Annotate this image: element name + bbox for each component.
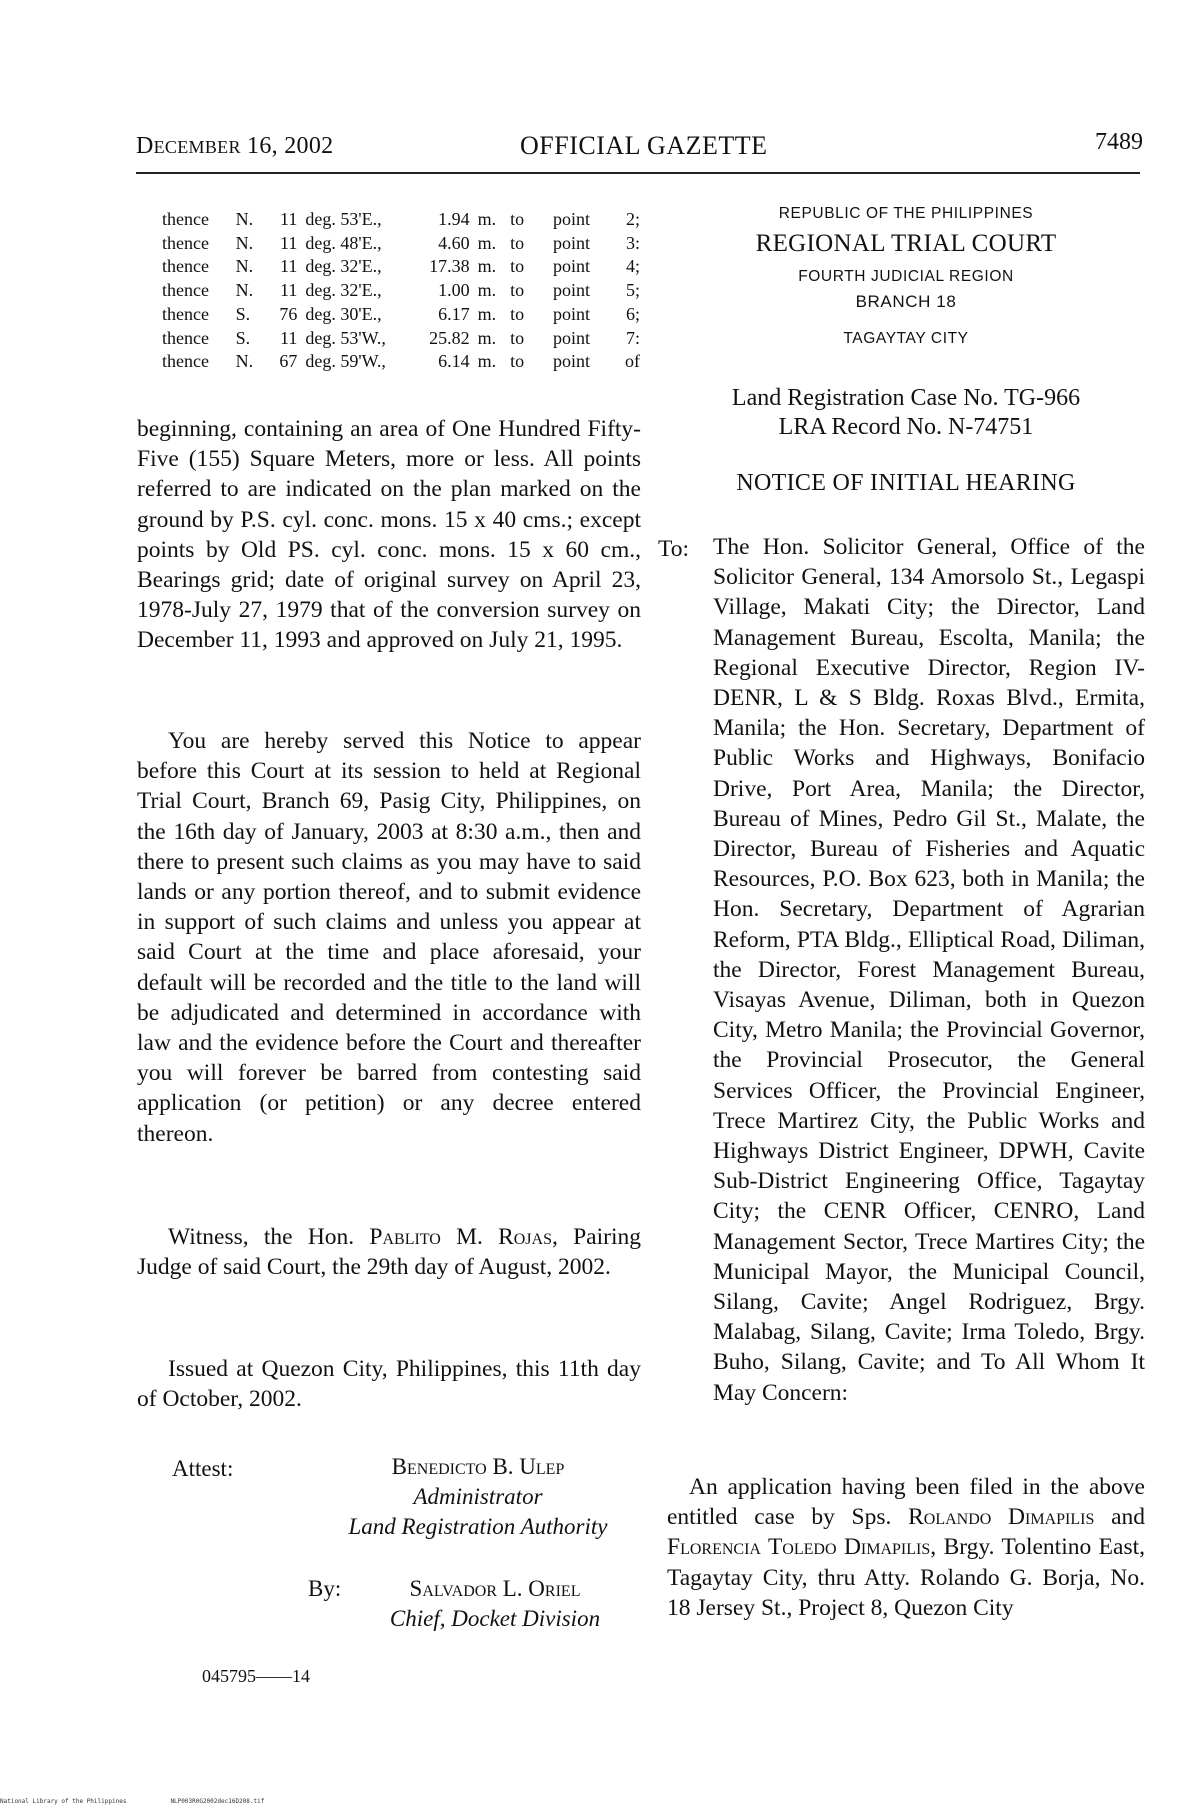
notice-title: NOTICE OF INITIAL HEARING [736, 470, 1076, 496]
bearing-cell: point [553, 232, 591, 253]
bearing-cell [478, 279, 553, 303]
bearing-to: to [510, 351, 525, 372]
bearing-cell [478, 232, 553, 256]
bearing-row [162, 303, 640, 327]
bearing-cell: 11 [280, 327, 298, 348]
issue-date-day-year: 16, 2002 [240, 133, 334, 159]
bearing-cell: N. [235, 351, 254, 372]
bearing-unit: m. [477, 256, 497, 277]
bearing-row [162, 208, 640, 232]
bearing-cell: 67 [279, 351, 298, 372]
bearing-cell: 25.82 [429, 327, 470, 348]
applicant-name-2: Florencia Toledo Dimapilis [667, 1534, 931, 1561]
bearing-cell: thence [162, 303, 209, 324]
application-paragraph [667, 1472, 1145, 1623]
bearing-cell: 4.60 [438, 232, 470, 253]
bearing-cell: point [553, 209, 591, 229]
footer-library: National Library of the Philippines [0, 1798, 127, 1805]
bearing-to: to [510, 209, 525, 229]
witness-text-a: Witness, the Hon. [168, 1224, 370, 1250]
scan-footer [0, 1798, 308, 1805]
bearings-table-body [162, 208, 640, 374]
bearing-cell [478, 303, 553, 327]
bearing-cell: 4; [625, 256, 640, 277]
bearing-unit: m. [477, 280, 497, 301]
signatory-administrator [313, 1452, 643, 1542]
signatory-administrator-org: Land Registration Authority [348, 1514, 608, 1539]
bearing-row [162, 279, 640, 303]
bearing-unit: m. [477, 303, 497, 324]
bearing-cell: thence [162, 351, 209, 372]
issue-date [136, 132, 333, 161]
issue-date-initial: D [136, 133, 154, 159]
bearing-cell [478, 350, 553, 374]
application-text-b: and [1094, 1504, 1146, 1531]
court-name: REGIONAL TRIAL COURT [755, 230, 1057, 257]
bearing-cell: of [625, 351, 640, 372]
witness-judge-name: Pablito M. Rojas [369, 1224, 552, 1250]
court-branch: BRANCH 18 [855, 292, 957, 311]
bearing-cell: N. [235, 209, 254, 229]
bearing-cell: point [553, 280, 591, 301]
bearing-cell: thence [162, 280, 209, 301]
bearing-unit: m. [477, 327, 497, 348]
signatory-docket-chief [330, 1574, 660, 1634]
bearing-cell [478, 208, 553, 232]
page-number: 7489 [1095, 129, 1143, 155]
bearing-cell: thence [162, 256, 209, 277]
bearing-cell: point [553, 256, 591, 277]
bearing-cell: thence [162, 209, 209, 229]
case-number: Land Registration Case No. TG-966 [731, 385, 1081, 411]
bearing-cell: 1.94 [438, 209, 470, 229]
bearing-cell [478, 327, 553, 351]
bearing-cell: N. [235, 280, 254, 301]
bearing-to: to [510, 303, 525, 324]
bearing-cell: thence [162, 232, 209, 253]
attest-label: Attest: [172, 1456, 234, 1481]
bearing-cell: 11 [280, 280, 298, 301]
bearing-cell: point [553, 351, 591, 372]
issue-date-month: ECEMBER [153, 137, 241, 157]
lra-record-number: LRA Record No. N-74751 [778, 414, 1034, 440]
bearing-cell: 6.17 [438, 303, 470, 324]
bearing-row [162, 255, 640, 279]
bearing-to: to [510, 232, 525, 253]
bearing-row [162, 327, 640, 351]
footer-file: NLP003R0G2002dec16D208.tif [170, 1798, 265, 1805]
bearing-cell: S. [235, 303, 251, 324]
signatory-administrator-name: Benedicto B. Ulep [391, 1454, 565, 1479]
bearing-cell: 17.38 [429, 256, 470, 277]
bearing-cell: 11 [280, 209, 298, 229]
bearing-row [162, 350, 640, 374]
bearing-cell: deg. 53'W., [305, 327, 386, 348]
notice-served-paragraph: You are hereby served this Notice to appear before this Court at its session to held at Regional Trial Court, Branch 69, Pasig City, Philippines, on the 16th day of January, 2003 at 8:30 a.m., then and there to present such claims as you may have to said lands or any portion thereof, and to submit evidence in support of such claims and unless you appear at said Court at the time and place aforesaid, your default will be recorded and the title to the land will be adjudicated and determined in accordance with law and the evidence before the Court and thereafter you will forever be barred from contesting said application (or petition) or any decree entered thereon. [137, 728, 641, 1147]
bearing-cell: N. [235, 232, 254, 253]
bearing-cell: point [553, 303, 591, 324]
bearing-cell: 7: [625, 327, 640, 348]
bearing-cell: S. [235, 327, 251, 348]
serial-number: 045795——14 [202, 1666, 310, 1686]
bearing-unit: m. [477, 232, 497, 253]
bearing-cell [478, 255, 553, 279]
bearing-to: to [510, 327, 525, 348]
bearing-cell: 3: [625, 232, 640, 253]
addressees-paragraph: The Hon. Solicitor General, Office of the Solicitor General, 134 Amorsolo St., Legaspi Village, Makati City; the Director, Land Management Bureau, Escolta, Manila; the Regional Executive Director, Region IV-DENR, L & S Bldg. Roxas Blvd., Ermita, Manila; the Hon. Secretary, Department of Public Works and Highways, Bonifacio Drive, Port Area, Manila; the Director, Bureau of Mines, Pedro Gil St., Malate, the Director, Bureau of Fisheries and Aquatic Resources, P.O. Box 623, both in Manila; the Hon. Secretary, Department of Agrarian Reform, PTA Bldg., Elliptical Road, Diliman, the Director, Forest Management Bureau, Visayas Avenue, Diliman, both in Quezon City, Metro Manila; the Provincial Governor, the Provincial Prosecutor, the General Services Officer, the Provincial Engineer, Trece Martirez City, the Public Works and Highways District Engineer, DPWH, Cavite Sub-District Engineering Office, Tagaytay City; the CENR Officer, CENRO, Land Management Sector, Trece Martires City; the Municipal Mayor, the Municipal Council, Silang, Cavite; Angel Rodriguez, Brgy. Malabag, Silang, Cavite; Irma Toledo, Brgy. Buho, Silang, Cavite; and To All Whom It May Concern: [713, 534, 1145, 1406]
application-text-a: An application having been filed in the above entitled case by Sps. [667, 1474, 1145, 1531]
court-republic-line: REPUBLIC OF THE PHILIPPINES [778, 205, 1034, 222]
application-text-c: , Brgy. Tolentino East, Tagaytay City, thru Atty. Rolando G. Borja, No. 18 Jersey St., Project 8, Quezon City [667, 1534, 1145, 1621]
court-region: FOURTH JUDICIAL REGION [798, 268, 1014, 285]
bearing-cell: deg. 59'W., [305, 351, 386, 372]
bearing-unit: m. [477, 351, 497, 372]
bearing-cell: point [553, 327, 591, 348]
bearings-table [162, 208, 640, 374]
bearing-cell: N. [235, 256, 254, 277]
bearing-cell: 6.14 [438, 351, 470, 372]
signatory-docket-chief-title: Chief, Docket Division [389, 1606, 601, 1631]
bearing-cell: 2; [625, 209, 640, 229]
bearing-cell: 6; [625, 303, 640, 324]
bearing-row [162, 232, 640, 256]
publication-title: OFFICIAL GAZETTE [520, 131, 768, 160]
signatory-docket-chief-name: Salvador L. Oriel [409, 1576, 581, 1601]
bearing-unit: m. [477, 209, 497, 229]
bearing-cell: deg. 48'E., [305, 232, 382, 253]
bearing-cell: deg. 32'E., [305, 256, 382, 277]
bearing-cell: deg. 30'E., [305, 303, 382, 324]
by-label: By: [308, 1576, 342, 1601]
witness-text-b: , Pairing Judge of said Court, the 29th day of August, 2002. [137, 1224, 641, 1281]
bearing-cell: 76 [279, 303, 298, 324]
bearing-to: to [510, 280, 525, 301]
bearing-cell: 11 [280, 256, 298, 277]
to-label: To: [658, 536, 689, 562]
bearing-cell: deg. 53'E., [305, 209, 382, 229]
bearing-cell: deg. 32'E., [305, 280, 382, 301]
signatory-administrator-title: Administrator [413, 1484, 543, 1509]
bearing-cell: 1.00 [438, 280, 470, 301]
applicant-name-1: Rolando Dimapilis [908, 1504, 1095, 1531]
technical-description-paragraph: beginning, containing an area of One Hundred Fifty-Five (155) Square Meters, more or less. All points referred to are indicated on the plan marked on the ground by P.S. cyl. conc. mons. 15 x 40 cms.; except points by Old PS. cyl. conc. mons. 15 x 60 cm., Bearings grid; date of original survey on April 23, 1978-July 27, 1979 that of the conversion survey on December 11, 1993 and approved on July 21, 1995. [137, 416, 641, 654]
issued-paragraph: Issued at Quezon City, Philippines, this 11th day of October, 2002. [137, 1356, 641, 1413]
court-city: TAGAYTAY CITY [843, 330, 969, 347]
header-rule [136, 172, 1140, 174]
bearing-cell: thence [162, 327, 209, 348]
witness-paragraph [137, 1222, 641, 1282]
bearing-to: to [510, 256, 525, 277]
bearing-cell: 5; [625, 280, 640, 301]
bearing-cell: 11 [280, 232, 298, 253]
